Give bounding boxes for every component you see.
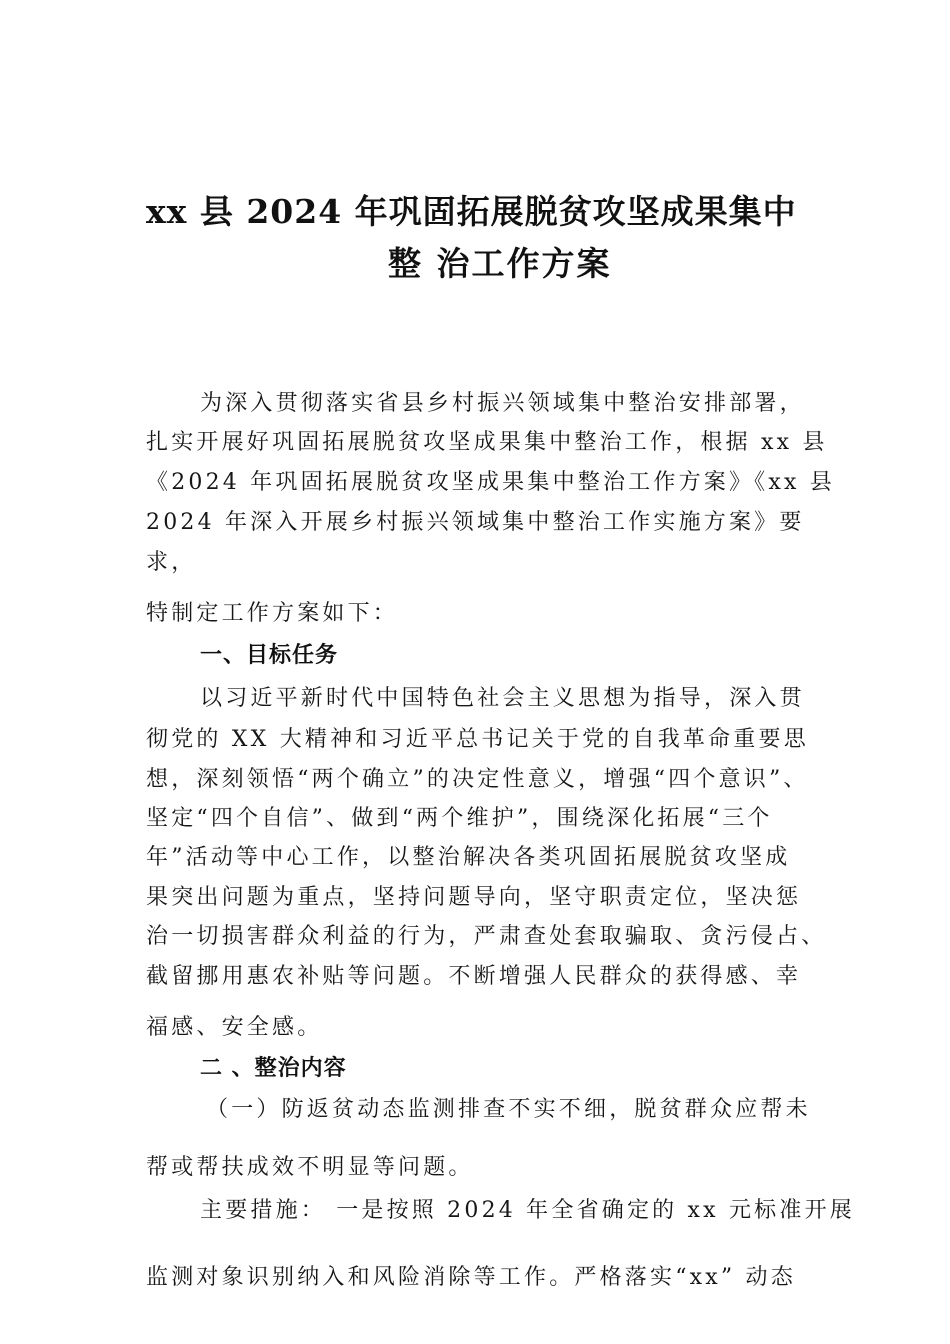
section1-line: 坚定“四个自信”、做到“两个维护”，围绕深化拓展“三个 [146, 806, 773, 831]
section1-line: 果突出问题为重点，坚持问题导向，坚守职责定位，坚决惩 [146, 885, 802, 910]
section-heading-goals: 一、目标任务 [200, 643, 339, 668]
item1-line: 帮或帮扶成效不明显等问题。 [146, 1155, 474, 1180]
section1-line: 福感、安全感。 [146, 1015, 323, 1040]
intro-line: 特制定工作方案如下： [146, 601, 399, 626]
document-title-line-1: xx 县 2024 年巩固拓展脱贫攻坚成果集中 [146, 192, 797, 231]
intro-line: 为深入贯彻落实省县乡村振兴领域集中整治安排部署， [200, 391, 805, 416]
intro-line: 求， [146, 550, 197, 575]
item1-line: （一）防返贫动态监测排查不实不细，脱贫群众应帮未 [206, 1097, 811, 1122]
section1-line: 以习近平新时代中国特色社会主义思想为指导，深入贯 [200, 686, 805, 711]
section1-line: 想，深刻领悟“两个确立”的决定性意义，增强“四个意识”、 [146, 767, 809, 792]
intro-line: 扎实开展好巩固拓展脱贫攻坚成果集中整治工作，根据 xx 县 [146, 430, 828, 455]
section-heading-content: 二 、整治内容 [200, 1056, 347, 1081]
section1-line: 年”活动等中心工作，以整治解决各类巩固拓展脱贫攻坚成 [146, 845, 791, 870]
section1-line: 截留挪用惠农补贴等问题。不断增强人民群众的获得感、幸 [146, 964, 802, 989]
section1-line: 治一切损害群众利益的行为，严肃查处套取骗取、贪污侵占、 [146, 924, 827, 949]
section1-line: 彻党的 XX 大精神和习近平总书记关于党的自我革命重要思 [146, 727, 809, 752]
intro-line: 《2024 年巩固拓展脱贫攻坚成果集中整治工作方案》《xx 县 [146, 470, 835, 495]
intro-line: 2024 年深入开展乡村振兴领域集中整治工作实施方案》要 [146, 510, 805, 535]
document-title-line-2: 整 治工作方案 [388, 244, 612, 283]
measures-line: 监测对象识别纳入和风险消除等工作。严格落实“xx” 动态 [146, 1265, 796, 1290]
measures-line: 主要措施： 一是按照 2024 年全省确定的 xx 元标准开展 [200, 1198, 855, 1223]
